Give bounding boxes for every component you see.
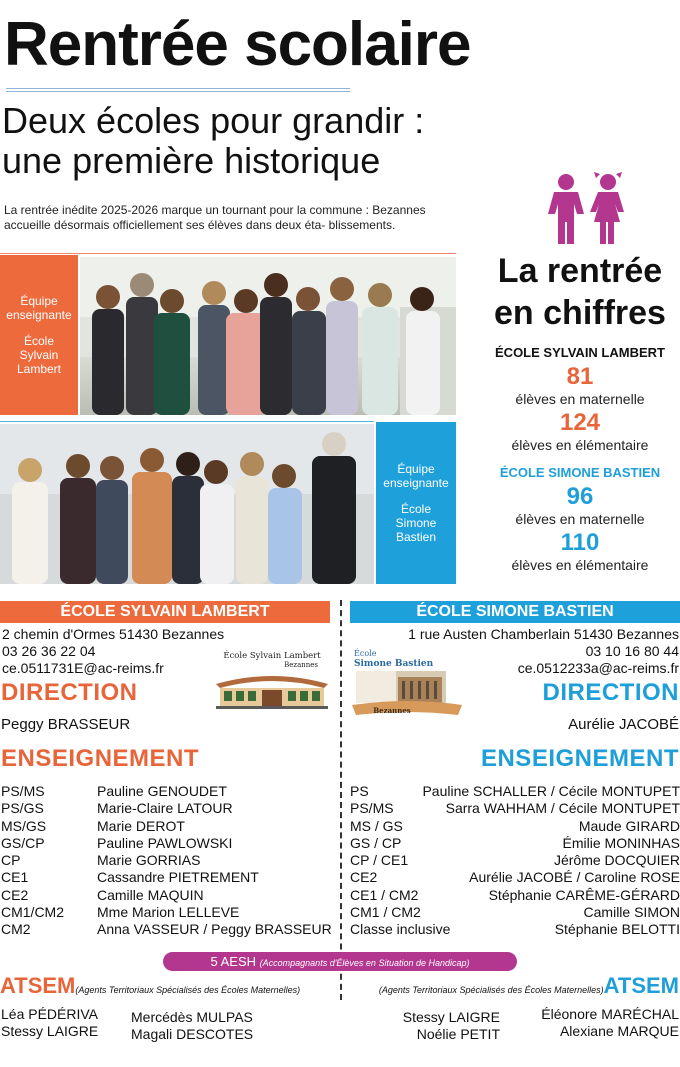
staff-class: CM1/CM2 <box>1 904 65 921</box>
staff-class: CE2 <box>1 886 29 903</box>
stats-lambert-elementaire-label: élèves en élémentaire <box>511 437 649 453</box>
email-bastien[interactable]: ce.0512233a@ac-reims.fr <box>517 660 679 676</box>
staff-class: CE1 / CM2 <box>350 886 419 903</box>
staff-row <box>1 835 336 852</box>
banner-bastien: ÉCOLE SIMONE BASTIEN <box>350 601 680 623</box>
team-label-lambert <box>0 255 78 415</box>
staff-class: PS <box>350 783 369 799</box>
staff-class: PS/MS <box>1 783 45 799</box>
staff-name: Marie DEROT <box>97 817 185 834</box>
atsem-subtitle-lambert: (Agents Territoriaux Spécialisés des Écoles Maternelles) <box>75 985 301 995</box>
email-lambert[interactable]: ce.0511731E@ac-reims.fr <box>2 660 164 676</box>
staff-name: Cassandre PIETREMENT <box>97 869 259 886</box>
atsem-name: Stessy LAIGRE <box>402 1009 500 1025</box>
team-label-bastien-title: Équipe enseignante <box>383 462 449 490</box>
stats-bastien-elementaire-label: élèves en élémentaire <box>511 557 649 573</box>
page-subtitle <box>2 101 424 181</box>
staff-row <box>1 783 336 800</box>
phone-bastien: 03 10 16 80 44 <box>585 643 679 659</box>
staff-class: CM2 <box>1 921 31 938</box>
staff-row <box>350 852 680 869</box>
staff-name: Sarra WAHHAM / Cécile MONTUPET <box>445 800 680 817</box>
logo-bastien-name: Simone Bastien <box>354 659 434 669</box>
atsem-header-lambert <box>0 973 300 999</box>
teaching-title-lambert: ENSEIGNEMENT <box>1 745 200 772</box>
atsem-names-lambert-col1 <box>1 1006 98 1039</box>
atsem-name: Léa PÉDÉRIVA <box>1 1006 99 1022</box>
stats-title-line-2: en chiffres <box>494 294 666 332</box>
staff-class: MS/GS <box>1 817 47 834</box>
intro-paragraph: La rentrée inédite 2025-2026 marque un tournant pour la commune : Bezannes accueille désormais officiellement ses élèves dans deux éta- blissements. <box>4 203 426 232</box>
column-divider <box>340 600 342 1000</box>
staff-class: CE1 <box>1 869 29 886</box>
staff-class: Classe inclusive <box>350 921 451 938</box>
staff-name: Marie GORRIAS <box>97 852 201 869</box>
school-logo-lambert <box>212 648 332 710</box>
logo-bastien-town: Bezannes <box>373 706 411 715</box>
team-label-lambert-school: École Sylvain Lambert <box>16 334 62 376</box>
staff-name: Pauline PAWLOWSKI <box>97 834 233 851</box>
stats-school-bastien: ÉCOLE SIMONE BASTIEN <box>499 465 661 480</box>
staff-row <box>1 852 336 869</box>
staff-row <box>350 835 680 852</box>
director-lambert: Peggy BRASSEUR <box>1 716 131 733</box>
stats-school-lambert: ÉCOLE SYLVAIN LAMBERT <box>495 345 665 360</box>
stats-bastien-elementaire-count: 110 <box>560 529 600 556</box>
direction-title-bastien: DIRECTION <box>542 679 679 706</box>
atsem-header-bastien <box>379 973 679 999</box>
aesh-badge <box>163 952 517 971</box>
staff-row <box>1 904 336 921</box>
staff-name: Jérôme DOCQUIER <box>553 852 680 869</box>
stats-title <box>480 250 680 334</box>
team-label-lambert-title: Équipe enseignante <box>6 294 72 322</box>
atsem-names-lambert-col2 <box>131 1009 253 1042</box>
staff-row <box>350 904 680 921</box>
team-divider <box>0 421 374 422</box>
staff-row <box>1 887 336 904</box>
atsem-name: Magali DESCOTES <box>131 1025 254 1042</box>
atsem-subtitle-bastien: (Agents Territoriaux Spécialisés des Écoles Maternelles) <box>378 985 604 995</box>
staff-name: Camille MAQUIN <box>97 886 204 903</box>
staff-row <box>1 818 336 835</box>
atsem-title-bastien: ATSEM <box>603 973 679 998</box>
team-photo-bastien <box>0 424 374 584</box>
staff-row <box>350 800 680 817</box>
staff-row <box>350 818 680 835</box>
teaching-title-bastien: ENSEIGNEMENT <box>480 745 679 772</box>
stats-list <box>480 344 680 574</box>
atsem-name: Éléonore MARÉCHAL <box>541 1006 679 1022</box>
atsem-name: Mercédès MULPAS <box>131 1009 253 1025</box>
team-label-bastien <box>376 422 456 584</box>
staff-list-bastien <box>350 783 680 939</box>
staff-name: Camille SIMON <box>583 904 680 921</box>
staff-row <box>1 921 336 938</box>
logo-lambert-town: Bezannes <box>284 661 318 669</box>
staff-class: GS/CP <box>1 834 45 851</box>
staff-name: Mme Marion LELLEVE <box>97 904 240 921</box>
staff-row <box>350 887 680 904</box>
banner-lambert: ÉCOLE SYLVAIN LAMBERT <box>0 601 330 623</box>
atsem-name: Alexiane MARQUE <box>559 1022 679 1039</box>
stats-title-line-1: La rentrée <box>497 252 663 290</box>
page-title: Rentrée scolaire <box>4 10 471 79</box>
aesh-description: (Accompagnants d'Élèves en Situation de Handicap) <box>259 958 470 968</box>
address-bastien: 1 rue Austen Chamberlain 51430 Bezannes <box>408 626 679 642</box>
staff-class: MS / GS <box>350 817 403 834</box>
stats-lambert-maternelle-count: 81 <box>566 363 594 390</box>
staff-name: Émilie MONINHAS <box>562 834 680 851</box>
staff-name: Maude GIRARD <box>578 817 680 834</box>
staff-name: Stéphanie CARÊME-GÉRARD <box>488 886 680 903</box>
staff-row <box>350 921 680 938</box>
school-logo-bastien <box>352 647 462 717</box>
staff-class: CE2 <box>350 869 378 886</box>
title-underline <box>6 88 350 92</box>
staff-row <box>350 869 680 886</box>
staff-class: CM1 / CM2 <box>350 904 421 921</box>
staff-class: PS/MS <box>350 800 394 817</box>
logo-lambert-name: École Sylvain Lambert <box>223 651 321 661</box>
stats-bastien-maternelle-count: 96 <box>566 483 594 510</box>
phone-lambert: 03 26 36 22 04 <box>2 643 96 659</box>
subtitle-line-2: une première historique <box>2 140 381 181</box>
staff-class: GS / CP <box>350 834 402 851</box>
team-photo-lambert <box>80 257 456 415</box>
aesh-count: 5 AESH <box>210 954 257 969</box>
address-lambert: 2 chemin d'Ormes 51430 Bezannes <box>2 626 225 642</box>
direction-title-lambert: DIRECTION <box>1 679 138 706</box>
stats-bastien-maternelle-label: élèves en maternelle <box>515 511 645 527</box>
team-label-bastien-school: École Simone Bastien <box>395 502 437 544</box>
atsem-names-bastien-col1 <box>400 1009 500 1042</box>
staff-name: Aurélie JACOBÉ / Caroline ROSE <box>469 869 680 886</box>
staff-name: Anna VASSEUR / Peggy BRASSEUR <box>97 921 332 938</box>
staff-name: Stéphanie BELOTTI <box>554 921 680 938</box>
atsem-names-bastien-col2 <box>541 1006 679 1039</box>
logo-bastien-label: École <box>354 649 377 658</box>
atsem-title-lambert: ATSEM <box>0 973 76 998</box>
atsem-name: Stessy LAIGRE <box>1 1022 99 1039</box>
staff-row <box>350 783 680 800</box>
atsem-name: Noélie PETIT <box>416 1025 500 1042</box>
children-icon <box>546 172 630 246</box>
staff-class: CP <box>1 852 21 869</box>
staff-class: CP / CE1 <box>350 852 409 869</box>
team-photo-lambert-illustration <box>80 257 456 415</box>
team-photo-bastien-illustration <box>0 424 374 584</box>
stats-lambert-maternelle-label: élèves en maternelle <box>515 391 645 407</box>
staff-name: Pauline GENOUDET <box>97 783 227 799</box>
intro-divider <box>0 253 456 254</box>
staff-class: PS/GS <box>1 800 44 817</box>
staff-name: Marie-Claire LATOUR <box>97 800 233 817</box>
subtitle-line-1: Deux écoles pour grandir : <box>2 100 425 141</box>
contact-lambert <box>2 626 224 677</box>
staff-row <box>1 800 336 817</box>
staff-name: Pauline SCHALLER / Cécile MONTUPET <box>422 783 680 799</box>
staff-list-lambert <box>1 783 336 939</box>
stats-lambert-elementaire-count: 124 <box>559 409 601 436</box>
staff-row <box>1 869 336 886</box>
director-bastien: Aurélie JACOBÉ <box>568 716 679 733</box>
